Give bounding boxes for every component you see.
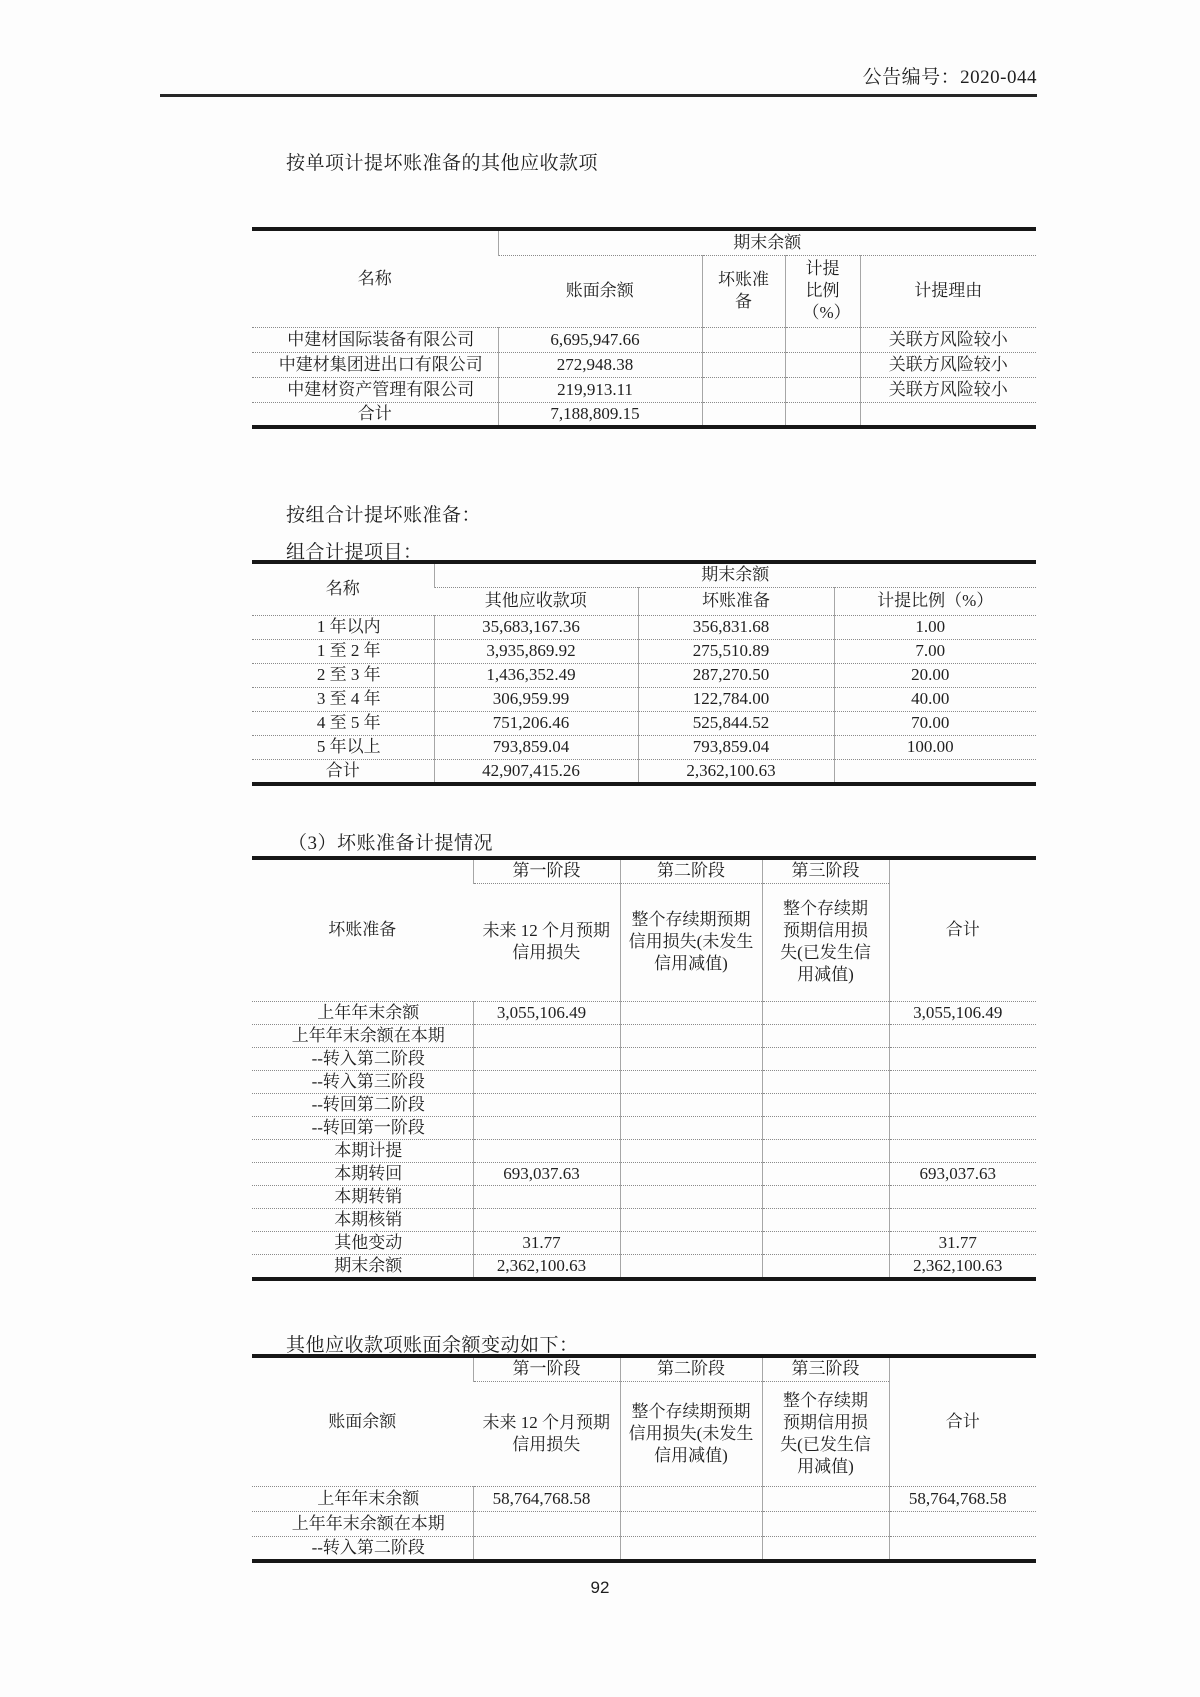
table-cell bbox=[620, 1047, 762, 1070]
group-header-closing-balance: 期末余额 bbox=[498, 229, 1036, 255]
table-cell: 40.00 bbox=[834, 687, 1036, 711]
table-cell: 上年年末余额 bbox=[252, 1001, 473, 1024]
table-cell bbox=[785, 402, 860, 427]
table-cell bbox=[889, 1536, 1036, 1561]
column-header-total: 合计 bbox=[889, 858, 1036, 1001]
section-title-individual-provision: 按单项计提坏账准备的其他应收款项 bbox=[286, 153, 599, 174]
table-cell: 3,055,106.49 bbox=[473, 1001, 620, 1024]
table-cell: 525,844.52 bbox=[638, 711, 834, 735]
table-cell bbox=[762, 1001, 889, 1024]
column-header-ratio: 计提比例（%） bbox=[785, 255, 860, 327]
table-cell bbox=[889, 1139, 1036, 1162]
table-row bbox=[252, 1536, 1036, 1561]
table-cell: 合计 bbox=[252, 402, 498, 427]
table-cell: 7.00 bbox=[834, 639, 1036, 663]
table-cell bbox=[620, 1185, 762, 1208]
table-cell: 其他变动 bbox=[252, 1231, 473, 1254]
table-cell: --转入第三阶段 bbox=[252, 1070, 473, 1093]
table-row bbox=[252, 1162, 1036, 1185]
table-cell bbox=[762, 1511, 889, 1536]
table-cell bbox=[473, 1511, 620, 1536]
table-cell: 31.77 bbox=[889, 1231, 1036, 1254]
table-cell: 2,362,100.63 bbox=[473, 1254, 620, 1279]
table-cell: 3,935,869.92 bbox=[434, 639, 638, 663]
table-row bbox=[252, 1070, 1036, 1093]
column-header-bad-debt: 坏账准备 bbox=[638, 587, 834, 615]
table-cell: 100.00 bbox=[834, 735, 1036, 759]
table-cell: 693,037.63 bbox=[889, 1162, 1036, 1185]
column-header-stage2: 第二阶段 bbox=[620, 1356, 762, 1381]
table-cell: 2,362,100.63 bbox=[889, 1254, 1036, 1279]
table-row bbox=[252, 1185, 1036, 1208]
table-cell: 42,907,415.26 bbox=[434, 759, 638, 784]
table-cell bbox=[473, 1139, 620, 1162]
column-header-stage3: 第三阶段 bbox=[762, 1356, 889, 1381]
table-cell bbox=[762, 1116, 889, 1139]
table-cell bbox=[620, 1254, 762, 1279]
section-title-provision-status: （3）坏账准备计提情况 bbox=[288, 833, 494, 854]
column-subheader-stage2: 整个存续期预期信用损失(未发生信用减值) bbox=[620, 1381, 762, 1486]
column-header-book-balance: 账面余额 bbox=[498, 255, 702, 327]
page-number: 92 bbox=[590, 1578, 610, 1597]
table-cell bbox=[834, 759, 1036, 784]
table-row bbox=[252, 1116, 1036, 1139]
section-title-group-items: 组合计提项目： bbox=[286, 542, 423, 563]
table-cell bbox=[473, 1070, 620, 1093]
column-header-name: 名称 bbox=[325, 579, 360, 599]
table-cell bbox=[762, 1162, 889, 1185]
table-cell bbox=[620, 1208, 762, 1231]
table-body bbox=[252, 1486, 1036, 1561]
table-cell bbox=[473, 1208, 620, 1231]
table-body bbox=[252, 615, 1036, 784]
table-cell: 6,695,947.66 bbox=[498, 327, 702, 352]
table-cell: --转回第一阶段 bbox=[252, 1116, 473, 1139]
table-row bbox=[252, 1231, 1036, 1254]
table-cell: 275,510.89 bbox=[638, 639, 834, 663]
table-cell: 287,270.50 bbox=[638, 663, 834, 687]
table-cell bbox=[889, 1208, 1036, 1231]
table-cell: 5 年以上 bbox=[252, 735, 434, 759]
table-cell bbox=[473, 1536, 620, 1561]
table-cell: 3,055,106.49 bbox=[889, 1001, 1036, 1024]
table-row bbox=[252, 1024, 1036, 1047]
table-row bbox=[252, 1093, 1036, 1116]
table-cell: 4 至 5 年 bbox=[252, 711, 434, 735]
table-cell: 中建材资产管理有限公司 bbox=[252, 377, 498, 402]
table-cell bbox=[620, 1116, 762, 1139]
table-row bbox=[252, 711, 1036, 735]
table-cell bbox=[620, 1231, 762, 1254]
section-title-group-provision: 按组合计提坏账准备： bbox=[286, 505, 482, 526]
column-subheader-stage1: 未来 12 个月预期信用损失 bbox=[473, 883, 620, 1001]
table-cell bbox=[762, 1536, 889, 1561]
table-cell: 上年年末余额在本期 bbox=[252, 1024, 473, 1047]
table-cell: 272,948.38 bbox=[498, 352, 702, 377]
table-cell: 20.00 bbox=[834, 663, 1036, 687]
table-cell bbox=[473, 1047, 620, 1070]
table-cell bbox=[620, 1093, 762, 1116]
table-row bbox=[252, 687, 1036, 711]
table-cell: 35,683,167.36 bbox=[434, 615, 638, 639]
column-subheader-stage3: 整个存续期预期信用损失(已发生信用减值) bbox=[762, 883, 889, 1001]
table-cell: 合计 bbox=[252, 759, 434, 784]
table-book-balance-stages bbox=[252, 1354, 1036, 1563]
column-header-reason: 计提理由 bbox=[860, 255, 1036, 327]
table-header bbox=[252, 229, 1036, 327]
table-cell: 中建材集团进出口有限公司 bbox=[252, 352, 498, 377]
table-cell bbox=[889, 1185, 1036, 1208]
table-row bbox=[252, 1254, 1036, 1279]
table-row bbox=[252, 327, 1036, 352]
table-cell: 1.00 bbox=[834, 615, 1036, 639]
table-cell bbox=[473, 1116, 620, 1139]
table-cell bbox=[762, 1254, 889, 1279]
table-body bbox=[252, 327, 1036, 427]
table-cell bbox=[762, 1486, 889, 1511]
table-cell: 2,362,100.63 bbox=[638, 759, 834, 784]
table-body bbox=[252, 1001, 1036, 1279]
table-group-provision bbox=[252, 560, 1036, 786]
column-header-stage1: 第一阶段 bbox=[473, 1356, 620, 1381]
table-cell: 关联方风险较小 bbox=[860, 352, 1036, 377]
table-cell: --转入第二阶段 bbox=[252, 1536, 473, 1561]
table-cell bbox=[785, 377, 860, 402]
table-row bbox=[252, 639, 1036, 663]
table-cell bbox=[889, 1093, 1036, 1116]
table-row bbox=[252, 1486, 1036, 1511]
column-header-label: 账面余额 bbox=[328, 1411, 397, 1431]
table-row bbox=[252, 402, 1036, 427]
table-cell bbox=[620, 1162, 762, 1185]
table-row bbox=[252, 377, 1036, 402]
header-divider bbox=[160, 94, 1037, 97]
table-row bbox=[252, 1208, 1036, 1231]
table-row bbox=[252, 1047, 1036, 1070]
table-cell: 3 至 4 年 bbox=[252, 687, 434, 711]
table-cell: 793,859.04 bbox=[638, 735, 834, 759]
table-cell bbox=[762, 1024, 889, 1047]
table-cell: 关联方风险较小 bbox=[860, 327, 1036, 352]
table-cell: 693,037.63 bbox=[473, 1162, 620, 1185]
table-cell: 本期转回 bbox=[252, 1162, 473, 1185]
group-header-closing-balance: 期末余额 bbox=[434, 562, 1036, 587]
table-cell: 2 至 3 年 bbox=[252, 663, 434, 687]
table-individual-provision bbox=[252, 227, 1036, 429]
table-cell: 本期计提 bbox=[252, 1139, 473, 1162]
table-row bbox=[252, 1511, 1036, 1536]
table-cell: 58,764,768.58 bbox=[889, 1486, 1036, 1511]
table-cell bbox=[702, 377, 785, 402]
table-cell: 751,206.46 bbox=[434, 711, 638, 735]
table-cell: 关联方风险较小 bbox=[860, 377, 1036, 402]
table-cell bbox=[473, 1185, 620, 1208]
table-cell: 70.00 bbox=[834, 711, 1036, 735]
table-cell: 7,188,809.15 bbox=[498, 402, 702, 427]
table-cell: 356,831.68 bbox=[638, 615, 834, 639]
table-cell: 1 至 2 年 bbox=[252, 639, 434, 663]
table-row bbox=[252, 352, 1036, 377]
table-cell bbox=[762, 1047, 889, 1070]
table-cell bbox=[620, 1511, 762, 1536]
table-cell bbox=[762, 1093, 889, 1116]
table-cell bbox=[762, 1139, 889, 1162]
table-cell: 中建材国际装备有限公司 bbox=[252, 327, 498, 352]
table-cell: 793,859.04 bbox=[434, 735, 638, 759]
table-cell: 306,959.99 bbox=[434, 687, 638, 711]
table-cell bbox=[889, 1047, 1036, 1070]
table-cell bbox=[702, 402, 785, 427]
section-title-book-balance-changes: 其他应收款项账面余额变动如下： bbox=[286, 1335, 579, 1356]
column-header-label: 坏账准备 bbox=[328, 920, 397, 940]
table-cell bbox=[762, 1208, 889, 1231]
table-cell bbox=[889, 1116, 1036, 1139]
table-cell bbox=[620, 1486, 762, 1511]
table-cell: 期末余额 bbox=[252, 1254, 473, 1279]
table-cell: --转回第二阶段 bbox=[252, 1093, 473, 1116]
column-subheader-stage2: 整个存续期预期信用损失(未发生信用减值) bbox=[620, 883, 762, 1001]
table-cell: 219,913.11 bbox=[498, 377, 702, 402]
column-header-bad-debt: 坏账准备 bbox=[702, 255, 785, 327]
table-row bbox=[252, 1139, 1036, 1162]
table-cell bbox=[889, 1511, 1036, 1536]
column-header-other-receivables: 其他应收款项 bbox=[434, 587, 638, 615]
table-bad-debt-stages bbox=[252, 856, 1036, 1281]
table-cell bbox=[620, 1536, 762, 1561]
table-header bbox=[252, 562, 1036, 615]
announcement-number: 公告编号：2020-044 bbox=[862, 67, 1037, 88]
table-cell bbox=[473, 1093, 620, 1116]
table-cell bbox=[620, 1024, 762, 1047]
table-cell: 58,764,768.58 bbox=[473, 1486, 620, 1511]
table-cell bbox=[785, 352, 860, 377]
column-subheader-stage3: 整个存续期预期信用损失(已发生信用减值) bbox=[762, 1381, 889, 1486]
table-cell bbox=[762, 1231, 889, 1254]
table-row bbox=[252, 615, 1036, 639]
table-cell bbox=[620, 1070, 762, 1093]
table-cell bbox=[785, 327, 860, 352]
table-cell: 1,436,352.49 bbox=[434, 663, 638, 687]
table-row bbox=[252, 1001, 1036, 1024]
column-header-stage1: 第一阶段 bbox=[473, 858, 620, 883]
table-row bbox=[252, 759, 1036, 784]
table-header bbox=[252, 858, 1036, 1001]
table-cell: 122,784.00 bbox=[638, 687, 834, 711]
table-cell bbox=[620, 1001, 762, 1024]
table-cell bbox=[473, 1024, 620, 1047]
table-cell bbox=[889, 1070, 1036, 1093]
table-cell: 31.77 bbox=[473, 1231, 620, 1254]
table-cell bbox=[889, 1024, 1036, 1047]
table-cell bbox=[860, 402, 1036, 427]
table-cell bbox=[762, 1070, 889, 1093]
column-header-stage3: 第三阶段 bbox=[762, 858, 889, 883]
table-cell: 本期核销 bbox=[252, 1208, 473, 1231]
column-header-name: 名称 bbox=[357, 268, 392, 288]
column-header-stage2: 第二阶段 bbox=[620, 858, 762, 883]
table-cell bbox=[702, 352, 785, 377]
table-cell bbox=[762, 1185, 889, 1208]
table-row bbox=[252, 735, 1036, 759]
column-header-ratio: 计提比例（%） bbox=[834, 587, 1036, 615]
table-cell: 本期转销 bbox=[252, 1185, 473, 1208]
table-cell: --转入第二阶段 bbox=[252, 1047, 473, 1070]
table-header bbox=[252, 1356, 1036, 1486]
table-cell bbox=[702, 327, 785, 352]
column-header-total: 合计 bbox=[889, 1356, 1036, 1486]
table-cell: 1 年以内 bbox=[252, 615, 434, 639]
table-row bbox=[252, 663, 1036, 687]
table-cell: 上年年末余额在本期 bbox=[252, 1511, 473, 1536]
column-subheader-stage1: 未来 12 个月预期信用损失 bbox=[473, 1381, 620, 1486]
table-cell: 上年年末余额 bbox=[252, 1486, 473, 1511]
table-cell bbox=[620, 1139, 762, 1162]
